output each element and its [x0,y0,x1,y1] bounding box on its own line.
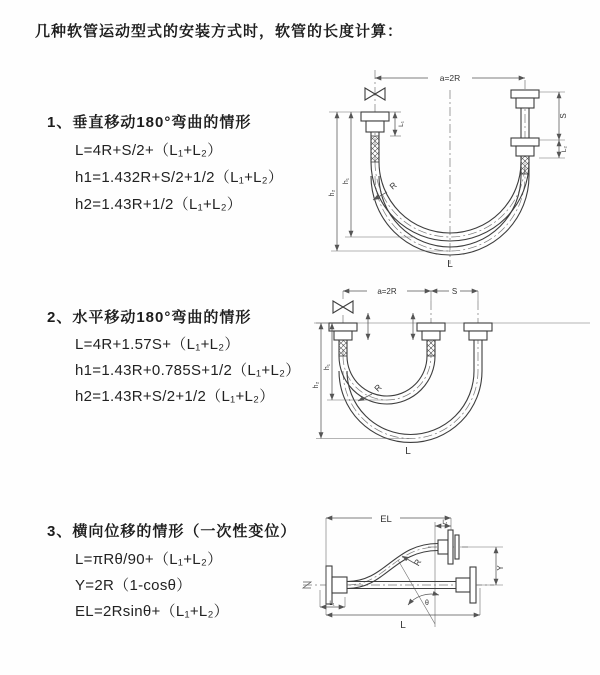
dim-label-r: R [411,557,424,568]
section-2-heading: 2、水平移动180°弯曲的情形 [47,309,252,326]
page-title: 几种软管运动型式的安装方式时，软管的长度计算： [35,23,404,40]
braid-left [371,136,379,162]
dim-label-h1: h₁ [343,177,350,185]
dim-label-a2r: a=2R [439,73,461,83]
dimension-lines [313,285,478,457]
dim-label-l1: L₁ [398,121,405,127]
diagram-vertical-180-bend [315,66,585,270]
dim-label-theta: θ [425,600,429,607]
diagram-horizontal-180-bend [306,283,596,458]
braid-right [521,156,529,174]
valve-icon [333,301,353,313]
dim-label-r: R [372,382,384,394]
dim-label-y: Y [496,565,505,571]
dim-label-s: S [559,113,568,119]
dim-label-l: L [405,446,411,457]
formula-line: h1=1.432R+S/2+1/2（L₁+L₂） [75,169,284,186]
dim-label-r: R [387,179,399,192]
dim-label-s: S [451,287,458,296]
formula-line: Y=2R（1-cosθ） [75,577,192,594]
dim-label-a2r: a=2R [377,287,397,296]
dim-label-h2: h₂ [313,381,320,389]
centerlines [314,301,590,439]
dim-label-l2: L₂ [561,145,568,153]
section-3-heading: 3、横向位移的情形（一次性变位） [47,523,297,540]
formula-line: L=πRθ/90+（L₁+L₂） [75,551,223,568]
flange-fittings [329,323,492,340]
dim-label-l: L [447,259,453,270]
dim-label-el: EL [380,514,392,525]
braid-left [339,340,347,356]
braid-middle [427,340,435,356]
dim-label-l: L [400,620,406,631]
dimension-lines [320,511,505,631]
formula-line: h1=1.43R+0.785S+1/2（L₁+L₂） [75,362,301,379]
formula-line: L=4R+1.57S+（L₁+L₂） [75,336,240,353]
flange-fittings [326,530,476,604]
formula-line: h2=1.43R+1/2（L₁+L₂） [75,196,243,213]
dim-label-h2: h₂ [329,189,336,197]
formula-line: h2=1.43R+S/2+1/2（L₁+L₂） [75,388,275,405]
diagram-lateral-displacement [298,502,598,637]
dim-label-l1-top: L₁ [442,520,448,526]
formula-line: L=4R+S/2+（L₁+L₂） [75,142,223,159]
section-1-heading: 1、垂直移动180°弯曲的情形 [47,114,252,131]
angle-theta-construction [398,560,439,624]
dim-label-h1: h₁ [324,363,331,371]
formula-line: EL=2Rsinθ+（L₁+L₂） [75,603,229,620]
dim-label-l1-bottom: L₁ [329,601,335,607]
